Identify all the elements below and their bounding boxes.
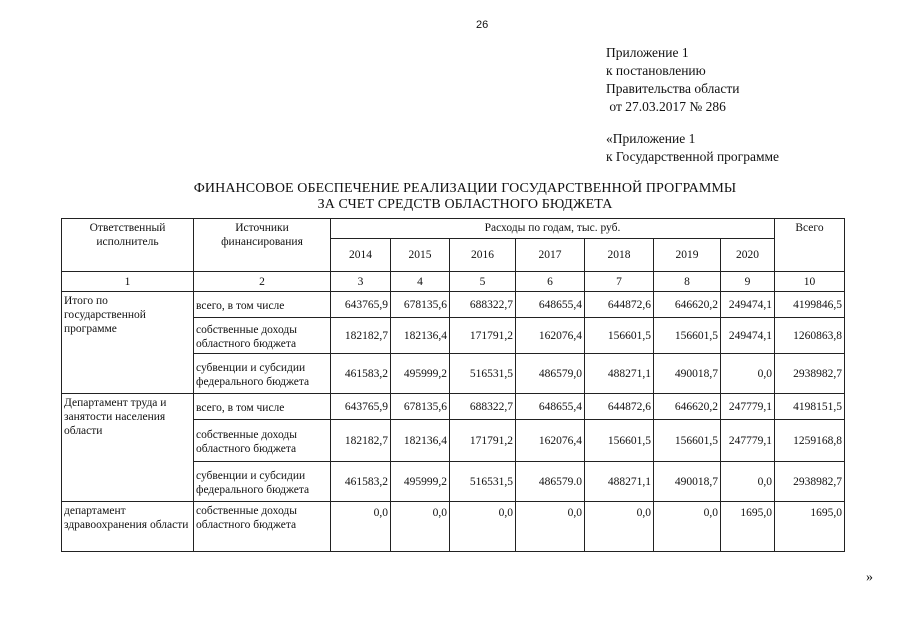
column-number: 9 — [721, 272, 775, 292]
value-cell: 162076,4 — [516, 420, 585, 462]
value-cell: 461583,2 — [331, 462, 391, 502]
value-cell: 646620,2 — [654, 292, 721, 318]
value-cell: 0,0 — [331, 502, 391, 552]
column-number: 4 — [391, 272, 450, 292]
value-cell: 644872,6 — [585, 394, 654, 420]
value-cell: 495999,2 — [391, 462, 450, 502]
value-cell: 516531,5 — [450, 462, 516, 502]
value-cell: 247779,1 — [721, 420, 775, 462]
column-number: 10 — [775, 272, 845, 292]
value-cell: 648655,4 — [516, 292, 585, 318]
header-sources: Источники финансирования — [194, 219, 331, 272]
value-cell: 171791,2 — [450, 318, 516, 354]
appendix-ref-line: «Приложение 1 — [606, 131, 696, 146]
value-cell: 0,0 — [654, 502, 721, 552]
header-year: 2020 — [721, 239, 775, 272]
appendix-line: Приложение 1 — [606, 45, 689, 60]
appendix-reference — [606, 130, 779, 166]
column-number: 3 — [331, 272, 391, 292]
header-year: 2017 — [516, 239, 585, 272]
value-cell: 1695,0 — [721, 502, 775, 552]
page-number: 26 — [476, 19, 489, 31]
value-cell: 0,0 — [450, 502, 516, 552]
value-cell: 490018,7 — [654, 354, 721, 394]
value-cell: 688322,7 — [450, 292, 516, 318]
header-total: Всего — [775, 219, 845, 272]
source-cell: собственные доходы областного бюджета — [194, 318, 331, 354]
value-cell: 643765,9 — [331, 292, 391, 318]
source-cell: субвенции и субсидии федерального бюджета — [194, 462, 331, 502]
value-cell: 156601,5 — [585, 420, 654, 462]
table-row — [62, 292, 845, 318]
source-cell: собственные доходы областного бюджета — [194, 502, 331, 552]
total-cell: 4199846,5 — [775, 292, 845, 318]
total-cell: 1260863,8 — [775, 318, 845, 354]
source-cell: всего, в том числе — [194, 394, 331, 420]
value-cell: 156601,5 — [585, 318, 654, 354]
value-cell: 0,0 — [516, 502, 585, 552]
value-cell: 249474,1 — [721, 318, 775, 354]
table-row — [62, 502, 845, 552]
column-number: 5 — [450, 272, 516, 292]
value-cell: 249474,1 — [721, 292, 775, 318]
value-cell: 162076,4 — [516, 318, 585, 354]
total-cell: 1259168,8 — [775, 420, 845, 462]
column-number: 8 — [654, 272, 721, 292]
value-cell: 486579.0 — [516, 462, 585, 502]
financing-table — [61, 218, 845, 552]
value-cell: 516531,5 — [450, 354, 516, 394]
value-cell: 678135,6 — [391, 394, 450, 420]
column-number: 2 — [194, 272, 331, 292]
value-cell: 171791,2 — [450, 420, 516, 462]
title-line: ЗА СЧЕТ СРЕДСТВ ОБЛАСТНОГО БЮДЖЕТА — [317, 197, 613, 212]
value-cell: 488271,1 — [585, 462, 654, 502]
header-expenses: Расходы по годам, тыс. руб. — [331, 219, 775, 239]
value-cell: 0,0 — [585, 502, 654, 552]
header-year: 2016 — [450, 239, 516, 272]
header-year: 2019 — [654, 239, 721, 272]
value-cell: 156601,5 — [654, 420, 721, 462]
value-cell: 646620,2 — [654, 394, 721, 420]
source-cell: собственные доходы областного бюджета — [194, 420, 331, 462]
column-number: 6 — [516, 272, 585, 292]
value-cell: 156601,5 — [654, 318, 721, 354]
value-cell: 0,0 — [721, 354, 775, 394]
appendix-header — [606, 44, 739, 116]
value-cell: 182182,7 — [331, 420, 391, 462]
title-line: ФИНАНСОВОЕ ОБЕСПЕЧЕНИЕ РЕАЛИЗАЦИИ ГОСУДАРСТВЕННОЙ ПРОГРАММЫ — [193, 181, 737, 196]
executor-cell: Итого по государственной программе — [62, 292, 194, 394]
value-cell: 0,0 — [721, 462, 775, 502]
total-cell: 2938982,7 — [775, 354, 845, 394]
executor-cell: департамент здравоохранения области — [62, 502, 194, 552]
value-cell: 490018,7 — [654, 462, 721, 502]
value-cell: 688322,7 — [450, 394, 516, 420]
total-cell: 2938982,7 — [775, 462, 845, 502]
value-cell: 0,0 — [391, 502, 450, 552]
value-cell: 461583,2 — [331, 354, 391, 394]
value-cell: 495999,2 — [391, 354, 450, 394]
appendix-line: к постановлению — [606, 63, 706, 78]
value-cell: 486579,0 — [516, 354, 585, 394]
appendix-line: Правительства области — [606, 81, 740, 96]
header-year: 2014 — [331, 239, 391, 272]
column-number: 1 — [62, 272, 194, 292]
document-title — [140, 181, 790, 213]
executor-cell: Департамент труда и занятости населения области — [62, 394, 194, 502]
value-cell: 643765,9 — [331, 394, 391, 420]
table-row — [62, 394, 845, 420]
value-cell: 488271,1 — [585, 354, 654, 394]
appendix-line: от 27.03.2017 № 286 — [606, 99, 726, 114]
value-cell: 182136,4 — [391, 420, 450, 462]
value-cell: 648655,4 — [516, 394, 585, 420]
total-cell: 4198151,5 — [775, 394, 845, 420]
closing-quote: » — [866, 570, 873, 585]
value-cell: 644872,6 — [585, 292, 654, 318]
value-cell: 678135,6 — [391, 292, 450, 318]
value-cell: 182136,4 — [391, 318, 450, 354]
header-year: 2018 — [585, 239, 654, 272]
header-executor: Ответственный исполнитель — [62, 219, 194, 272]
column-number: 7 — [585, 272, 654, 292]
source-cell: субвенции и субсидии федерального бюджета — [194, 354, 331, 394]
value-cell: 182182,7 — [331, 318, 391, 354]
appendix-ref-line: к Государственной программе — [606, 149, 780, 164]
total-cell: 1695,0 — [775, 502, 845, 552]
value-cell: 247779,1 — [721, 394, 775, 420]
header-year: 2015 — [391, 239, 450, 272]
source-cell: всего, в том числе — [194, 292, 331, 318]
